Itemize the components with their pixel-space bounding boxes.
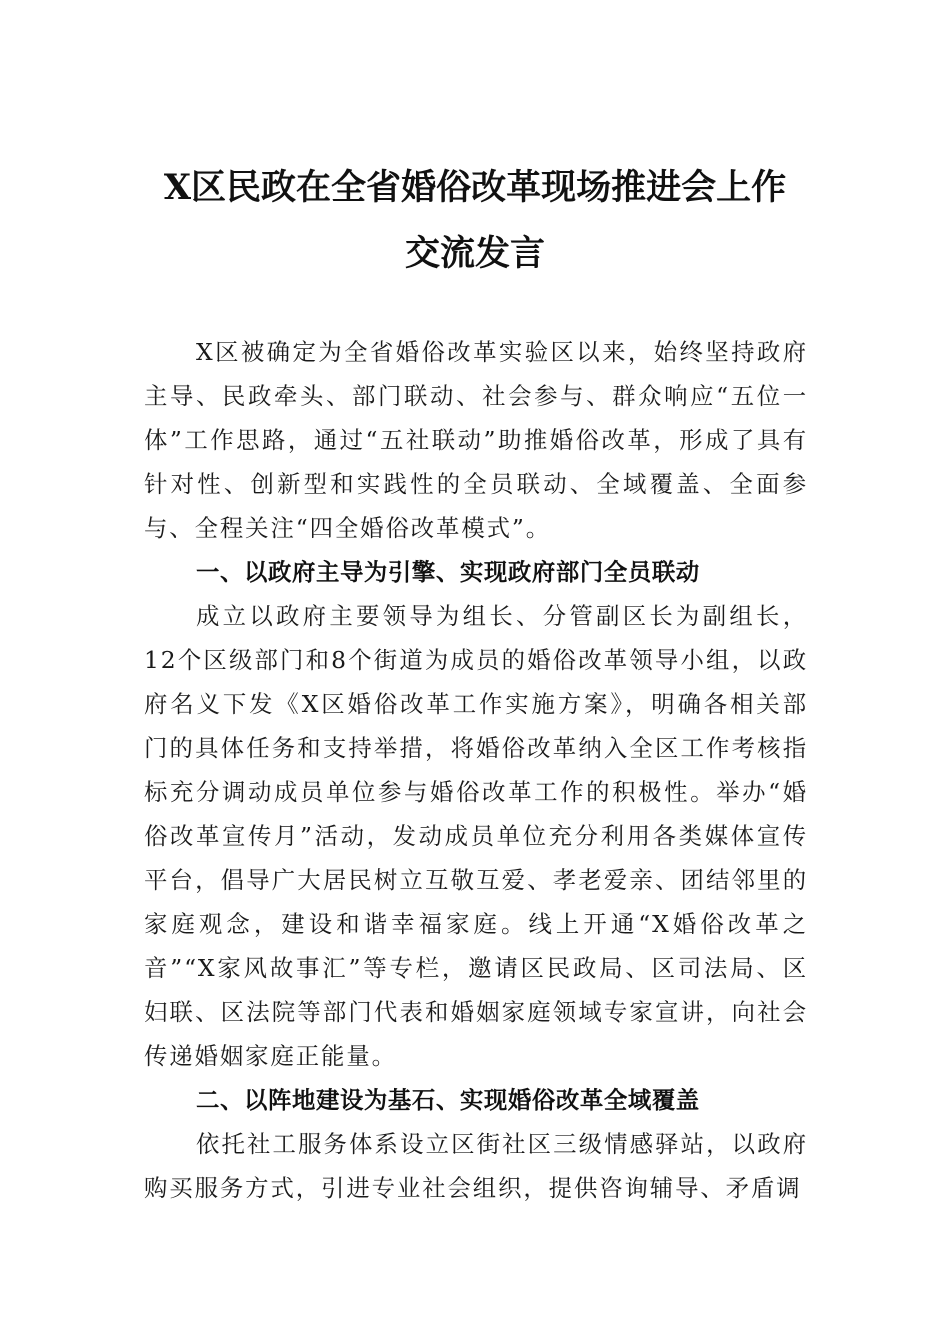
document-body: [144, 330, 808, 1210]
document-title-line1: X区民政在全省婚俗改革现场推进会上作: [163, 167, 787, 208]
section1-paragraph: 成立以政府主要领导为组长、分管副区长为副组长，12个区级部门和8个街道为成员的婚俗改革领导小组，以政府名义下发《X区婚俗改革工作实施方案》，明确各相关部门的具体任务和支持举措，将婚俗改革纳入全区工作考核指标充分调动成员单位参与婚俗改革工作的积极性。举办“婚俗改革宣传月”活动，发动成员单位充分利用各类媒体宣传平台，倡导广大居民树立互敬互爱、孝老爱亲、团结邻里的家庭观念，建设和谐幸福家庭。线上开通“X婚俗改革之音”“X家风故事汇”等专栏，邀请区民政局、区司法局、区妇联、区法院等部门代表和婚姻家庭领域专家宣讲，向社会传递婚姻家庭正能量。: [144, 602, 808, 1070]
intro-paragraph: X区被确定为全省婚俗改革实验区以来，始终坚持政府主导、民政牵头、部门联动、社会参与、群众响应“五位一体”工作思路，通过“五社联动”助推婚俗改革，形成了具有针对性、创新型和实践性的全员联动、全域覆盖、全面参与、全程关注“四全婚俗改革模式”。: [144, 338, 808, 542]
document-title-line2: 交流发言: [404, 233, 545, 274]
section1-heading: 一、以政府主导为引擎、实现政府部门全员联动: [196, 558, 700, 586]
section2-paragraph: 依托社工服务体系设立区街社区三级情感驿站，以政府购买服务方式，引进专业社会组织，提供咨询辅导、矛盾调: [144, 1130, 808, 1202]
section2-heading: 二、以阵地建设为基石、实现婚俗改革全域覆盖: [196, 1086, 700, 1114]
